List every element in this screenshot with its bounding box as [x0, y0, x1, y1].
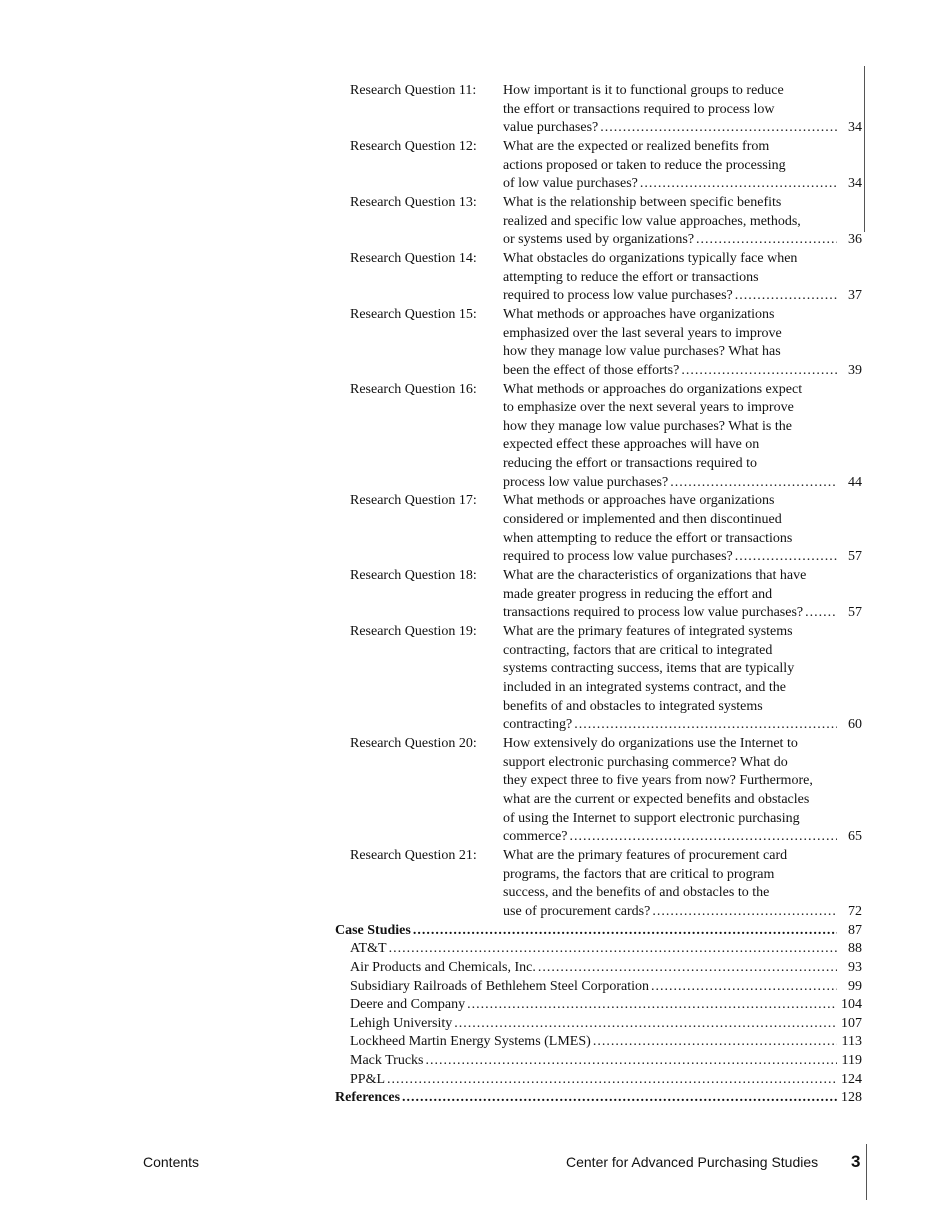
question-line: realized and specific low value approaches, methods,	[503, 213, 801, 229]
question-line: use of procurement cards?	[503, 903, 651, 919]
question-line: or systems used by organizations?	[503, 232, 695, 248]
toc-entry-research-question[interactable]	[335, 82, 862, 138]
toc-entry-research-question[interactable]	[335, 847, 862, 922]
page-ref: 88	[848, 941, 862, 957]
toc-entry-case-study[interactable]	[350, 1052, 862, 1071]
dot-leader	[389, 940, 837, 959]
toc-entry-references[interactable]	[335, 1089, 862, 1108]
page-ref: 124	[841, 1071, 862, 1087]
question-line: value purchases?	[503, 120, 599, 136]
question-line: been the effect of those efforts?	[503, 362, 680, 378]
case-study-title: Subsidiary Railroads of Bethlehem Steel Corporation	[350, 978, 650, 994]
question-line: reducing the effort or transactions required to	[503, 456, 757, 472]
dot-leader	[681, 362, 837, 381]
toc-entry-research-question[interactable]	[335, 306, 862, 381]
question-line: contracting, factors that are critical to integrated	[503, 642, 773, 658]
dot-leader	[651, 978, 837, 997]
research-questions-list	[335, 82, 862, 922]
page-ref: 65	[848, 829, 862, 845]
question-line: What methods or approaches do organizations expect	[503, 381, 803, 397]
dot-leader	[735, 548, 837, 567]
toc-entry-research-question[interactable]	[335, 623, 862, 735]
research-question-label: Research Question 21:	[350, 847, 477, 863]
dot-leader	[570, 828, 837, 847]
question-line: what are the current or expected benefits and obstacles	[503, 791, 810, 807]
page-ref: 113	[841, 1034, 862, 1050]
question-line: they expect three to five years from now? Furthermore,	[503, 773, 813, 789]
dot-leader	[426, 1052, 837, 1071]
dot-leader	[454, 1015, 837, 1034]
case-study-title: Deere and Company	[350, 997, 466, 1013]
toc-entry-research-question[interactable]	[335, 194, 862, 250]
page-ref: 34	[848, 120, 862, 136]
toc-entry-case-study[interactable]	[350, 959, 862, 978]
question-line: What obstacles do organizations typically face when	[503, 250, 798, 266]
question-line: What are the primary features of integrated systems	[503, 624, 793, 640]
dot-leader	[805, 604, 837, 623]
question-line: transactions required to process low value purchases?	[503, 605, 804, 621]
research-question-text	[503, 847, 862, 922]
toc-entry-research-question[interactable]	[335, 250, 862, 306]
research-question-label: Research Question 16:	[350, 381, 477, 397]
question-line: required to process low value purchases?	[503, 288, 733, 304]
references-page: 128	[841, 1090, 862, 1106]
question-last-line	[503, 604, 862, 623]
toc-entry-research-question[interactable]	[335, 381, 862, 493]
case-studies-list	[335, 940, 862, 1089]
toc-entry-research-question[interactable]	[335, 735, 862, 847]
question-last-line	[503, 716, 862, 735]
dot-leader	[640, 175, 837, 194]
toc-entry-case-studies[interactable]	[335, 922, 862, 941]
dot-leader	[593, 1033, 837, 1052]
research-question-label: Research Question 11:	[350, 83, 477, 98]
question-line: how they manage low value purchases? What is the	[503, 418, 792, 434]
page-ref: 60	[848, 717, 862, 733]
dot-leader	[735, 287, 837, 306]
question-line: How extensively do organizations use the Internet to	[503, 735, 798, 751]
case-study-title: Mack Trucks	[350, 1053, 424, 1069]
table-of-contents	[335, 82, 862, 1108]
page-ref: 37	[848, 288, 862, 304]
toc-entry-case-study[interactable]	[350, 996, 862, 1015]
question-last-line	[503, 903, 862, 922]
case-study-title: Air Products and Chemicals, Inc.	[350, 959, 536, 975]
question-line: programs, the factors that are critical to program	[503, 866, 775, 882]
question-last-line	[503, 548, 862, 567]
dot-leader	[696, 231, 837, 250]
research-question-text	[503, 623, 862, 735]
research-question-text	[503, 250, 862, 306]
question-line: What are the primary features of procurement card	[503, 847, 788, 863]
page-ref: 36	[848, 232, 862, 248]
question-line: made greater progress in reducing the effort and	[503, 586, 773, 602]
dot-leader	[652, 903, 837, 922]
toc-entry-research-question[interactable]	[335, 492, 862, 567]
question-line: actions proposed or taken to reduce the processing	[503, 157, 786, 173]
page-number: 3	[851, 1152, 861, 1171]
research-question-label: Research Question 14:	[350, 250, 477, 266]
page-ref: 119	[841, 1053, 862, 1069]
question-line: when attempting to reduce the effort or transactions	[503, 530, 793, 546]
research-question-label: Research Question 19:	[350, 624, 477, 640]
page-ref: 57	[848, 605, 862, 621]
research-question-label: Research Question 13:	[350, 194, 477, 210]
question-line: What are the characteristics of organizations that have	[503, 568, 807, 584]
research-question-text	[503, 306, 862, 381]
footer-section-label: Contents	[143, 1154, 200, 1170]
question-line: considered or implemented and then discontinued	[503, 512, 782, 528]
page-ref: 104	[841, 997, 862, 1013]
page-ref: 39	[848, 362, 862, 378]
page-ref: 99	[848, 978, 862, 994]
question-line: benefits of and obstacles to integrated systems	[503, 698, 763, 714]
dot-leader	[670, 474, 837, 493]
research-question-label: Research Question 18:	[350, 568, 477, 584]
dot-leader	[402, 1089, 837, 1108]
question-line: commerce?	[503, 829, 568, 845]
toc-entry-case-study[interactable]	[350, 1015, 862, 1034]
case-study-title: Lockheed Martin Energy Systems (LMES)	[350, 1034, 591, 1050]
question-last-line	[503, 119, 862, 138]
question-last-line	[503, 231, 862, 250]
dot-leader	[387, 1071, 837, 1090]
toc-entry-case-study[interactable]	[350, 1033, 862, 1052]
research-question-label: Research Question 15:	[350, 306, 477, 322]
research-question-text	[503, 82, 862, 138]
margin-rule-top	[864, 66, 865, 232]
question-last-line	[503, 287, 862, 306]
page-ref: 107	[841, 1015, 862, 1031]
dot-leader	[600, 119, 837, 138]
toc-entry-research-question[interactable]	[335, 138, 862, 194]
research-question-text	[503, 381, 862, 493]
question-last-line	[503, 175, 862, 194]
question-line: expected effect these approaches will have on	[503, 437, 760, 453]
question-line: support electronic purchasing commerce? What do	[503, 754, 788, 770]
toc-entry-case-study[interactable]	[350, 978, 862, 997]
research-question-text	[503, 567, 862, 623]
question-line: of using the Internet to support electronic purchasing	[503, 810, 800, 826]
question-line: What are the expected or realized benefits from	[503, 138, 770, 154]
question-line: What is the relationship between specific benefits	[503, 194, 782, 210]
research-question-text	[503, 735, 862, 847]
dot-leader	[413, 922, 837, 941]
research-question-label: Research Question 20:	[350, 735, 477, 751]
question-line: What methods or approaches have organizations	[503, 493, 775, 509]
dot-leader	[467, 996, 837, 1015]
case-study-title: PP&L	[350, 1071, 386, 1087]
question-line: process low value purchases?	[503, 474, 669, 490]
footer-publisher: Center for Advanced Purchasing Studies	[566, 1154, 819, 1170]
page-ref: 72	[848, 903, 862, 919]
question-line: emphasized over the last several years to improve	[503, 325, 782, 341]
case-study-title: Lehigh University	[350, 1015, 453, 1031]
question-line: contracting?	[503, 717, 573, 733]
question-line: of low value purchases?	[503, 176, 638, 192]
toc-entry-research-question[interactable]	[335, 567, 862, 623]
question-line: to emphasize over the next several years to improve	[503, 400, 794, 416]
research-question-text	[503, 492, 862, 567]
case-studies-title: Case Studies	[335, 922, 411, 938]
question-line: the effort or transactions required to process low	[503, 101, 775, 117]
research-question-label: Research Question 17:	[350, 493, 477, 509]
question-last-line	[503, 362, 862, 381]
question-last-line	[503, 474, 862, 493]
page-ref: 57	[848, 549, 862, 565]
question-line: What methods or approaches have organizations	[503, 306, 775, 322]
question-last-line	[503, 828, 862, 847]
dot-leader	[574, 716, 837, 735]
research-question-text	[503, 138, 862, 194]
toc-entry-case-study[interactable]	[350, 940, 862, 959]
question-line: systems contracting success, items that are typically	[503, 661, 795, 677]
page-ref: 34	[848, 176, 862, 192]
case-study-title: AT&T	[350, 941, 387, 957]
research-question-text	[503, 194, 862, 250]
question-line: included in an integrated systems contract, and the	[503, 680, 787, 695]
dot-leader	[538, 959, 837, 978]
question-line: attempting to reduce the effort or transactions	[503, 269, 759, 285]
margin-rule-bottom	[866, 1144, 867, 1200]
question-line: success, and the benefits of and obstacles to the	[503, 885, 770, 901]
question-line: How important is it to functional groups to reduce	[503, 83, 784, 98]
case-studies-page: 87	[848, 922, 862, 938]
page-ref: 44	[848, 474, 862, 490]
question-line: required to process low value purchases?	[503, 549, 733, 565]
toc-entry-case-study[interactable]	[350, 1071, 862, 1090]
question-line: how they manage low value purchases? What has	[503, 344, 781, 360]
page-ref: 93	[848, 959, 862, 975]
references-title: References	[335, 1090, 401, 1106]
research-question-label: Research Question 12:	[350, 138, 477, 154]
